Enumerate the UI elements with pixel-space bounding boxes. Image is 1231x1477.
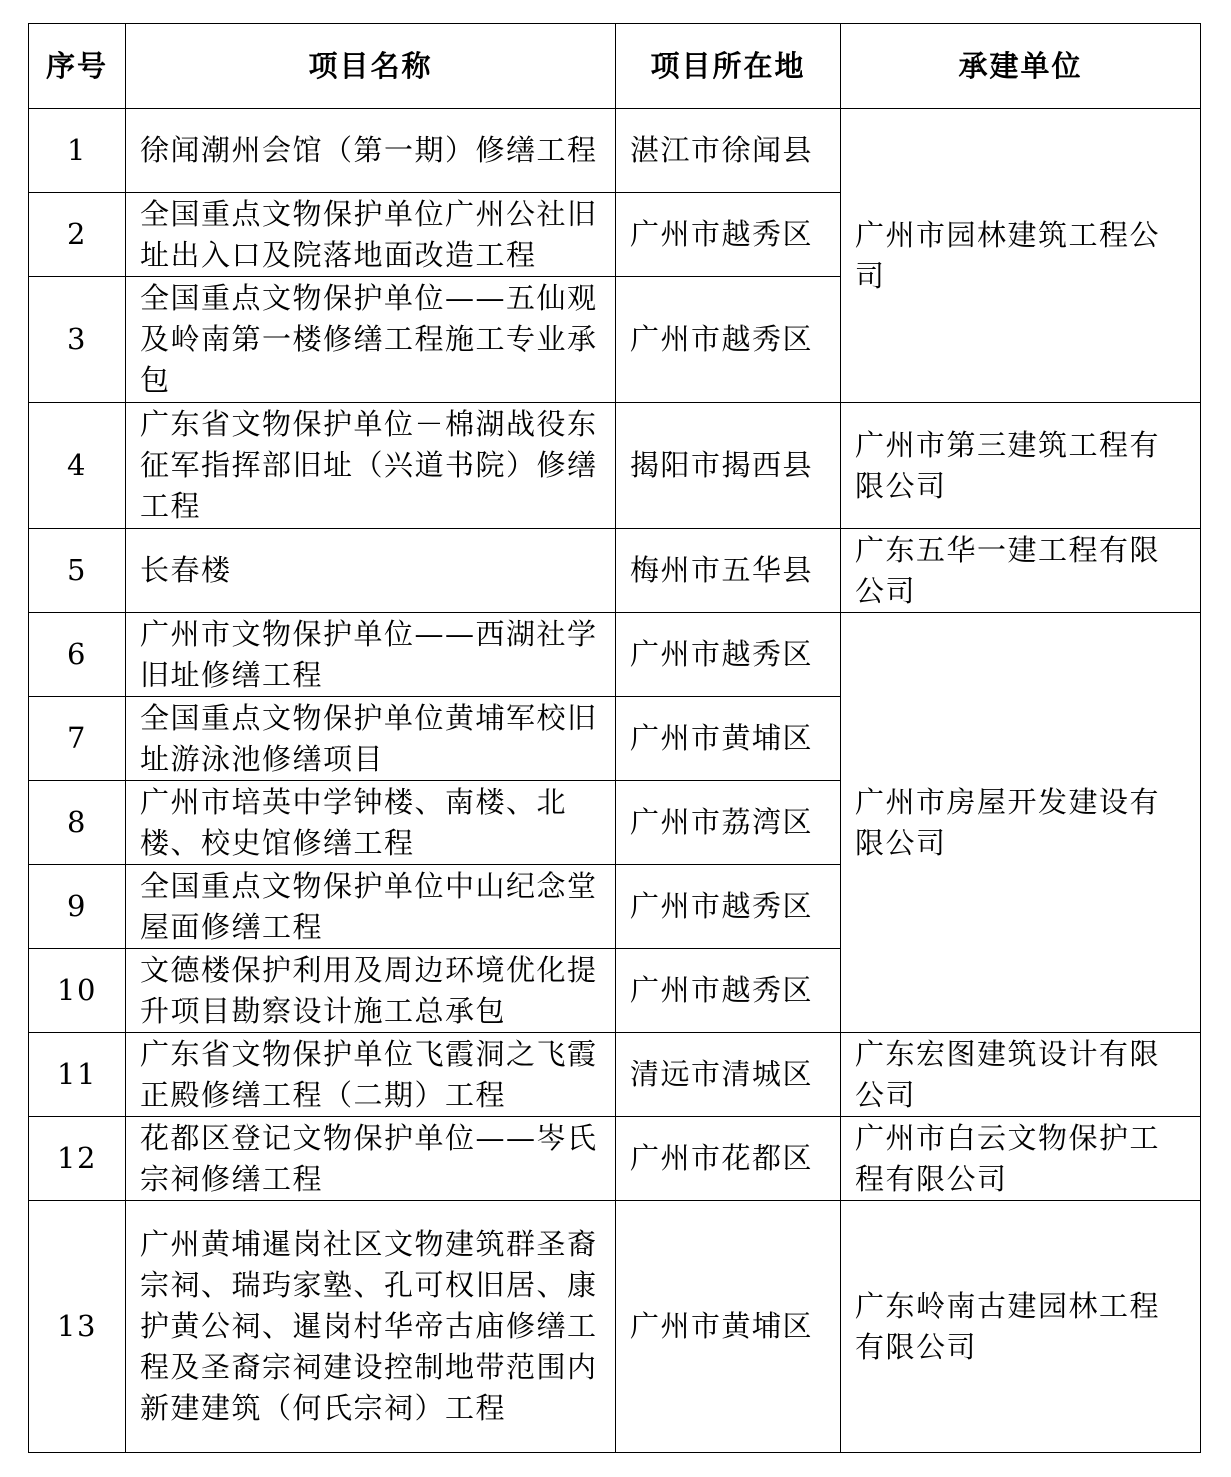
table-row <box>29 613 1201 697</box>
project-name: 广东省文物保护单位飞霞洞之飞霞正殿修缮工程（二期）工程 <box>126 1033 616 1117</box>
row-no: 1 <box>29 109 126 193</box>
project-location: 广州市黄埔区 <box>616 697 841 781</box>
header-contractor: 承建单位 <box>841 24 1201 109</box>
table-row <box>29 403 1201 529</box>
project-location: 清远市清城区 <box>616 1033 841 1117</box>
contractor: 广东五华一建工程有限公司 <box>841 529 1201 613</box>
project-name: 全国重点文物保护单位——五仙观及岭南第一楼修缮工程施工专业承包 <box>126 277 616 403</box>
table-row <box>29 529 1201 613</box>
project-name: 广州市培英中学钟楼、南楼、北楼、校史馆修缮工程 <box>126 781 616 865</box>
project-location: 广州市越秀区 <box>616 949 841 1033</box>
project-name: 文德楼保护利用及周边环境优化提升项目勘察设计施工总承包 <box>126 949 616 1033</box>
header-location: 项目所在地 <box>616 24 841 109</box>
row-no: 7 <box>29 697 126 781</box>
project-name: 广州黄埔暹岗社区文物建筑群圣裔宗祠、瑞玙家塾、孔可权旧居、康护黄公祠、暹岗村华帝古庙修缮工程及圣裔宗祠建设控制地带范围内新建建筑（何氏宗祠）工程 <box>126 1201 616 1453</box>
contractor: 广东宏图建筑设计有限公司 <box>841 1033 1201 1117</box>
project-location: 广州市越秀区 <box>616 277 841 403</box>
row-no: 6 <box>29 613 126 697</box>
project-name: 花都区登记文物保护单位——岑氏宗祠修缮工程 <box>126 1117 616 1201</box>
project-location: 广州市黄埔区 <box>616 1201 841 1453</box>
contractor: 广东岭南古建园林工程有限公司 <box>841 1201 1201 1453</box>
project-location: 揭阳市揭西县 <box>616 403 841 529</box>
row-no: 4 <box>29 403 126 529</box>
row-no: 12 <box>29 1117 126 1201</box>
table-row <box>29 1117 1201 1201</box>
row-no: 5 <box>29 529 126 613</box>
project-name: 广州市文物保护单位——西湖社学旧址修缮工程 <box>126 613 616 697</box>
project-name: 广东省文物保护单位－棉湖战役东征军指挥部旧址（兴道书院）修缮工程 <box>126 403 616 529</box>
row-no: 8 <box>29 781 126 865</box>
contractor: 广州市第三建筑工程有限公司 <box>841 403 1201 529</box>
row-no: 11 <box>29 1033 126 1117</box>
row-no: 3 <box>29 277 126 403</box>
row-no: 10 <box>29 949 126 1033</box>
project-name: 全国重点文物保护单位黄埔军校旧址游泳池修缮项目 <box>126 697 616 781</box>
header-no: 序号 <box>29 24 126 109</box>
row-no: 2 <box>29 193 126 277</box>
contractor: 广州市园林建筑工程公司 <box>841 109 1201 403</box>
project-location: 梅州市五华县 <box>616 529 841 613</box>
project-location: 广州市越秀区 <box>616 613 841 697</box>
project-location: 广州市荔湾区 <box>616 781 841 865</box>
header-row <box>29 24 1201 109</box>
table-row <box>29 1201 1201 1453</box>
table-row <box>29 1033 1201 1117</box>
project-table <box>28 23 1201 1453</box>
project-name: 全国重点文物保护单位中山纪念堂屋面修缮工程 <box>126 865 616 949</box>
contractor: 广州市白云文物保护工程有限公司 <box>841 1117 1201 1201</box>
project-name: 全国重点文物保护单位广州公社旧址出入口及院落地面改造工程 <box>126 193 616 277</box>
project-location: 广州市越秀区 <box>616 193 841 277</box>
project-location: 广州市越秀区 <box>616 865 841 949</box>
project-name: 长春楼 <box>126 529 616 613</box>
header-name: 项目名称 <box>126 24 616 109</box>
row-no: 9 <box>29 865 126 949</box>
row-no: 13 <box>29 1201 126 1453</box>
project-location: 广州市花都区 <box>616 1117 841 1201</box>
project-location: 湛江市徐闻县 <box>616 109 841 193</box>
contractor: 广州市房屋开发建设有限公司 <box>841 613 1201 1033</box>
table-row <box>29 109 1201 193</box>
project-name: 徐闻潮州会馆（第一期）修缮工程 <box>126 109 616 193</box>
